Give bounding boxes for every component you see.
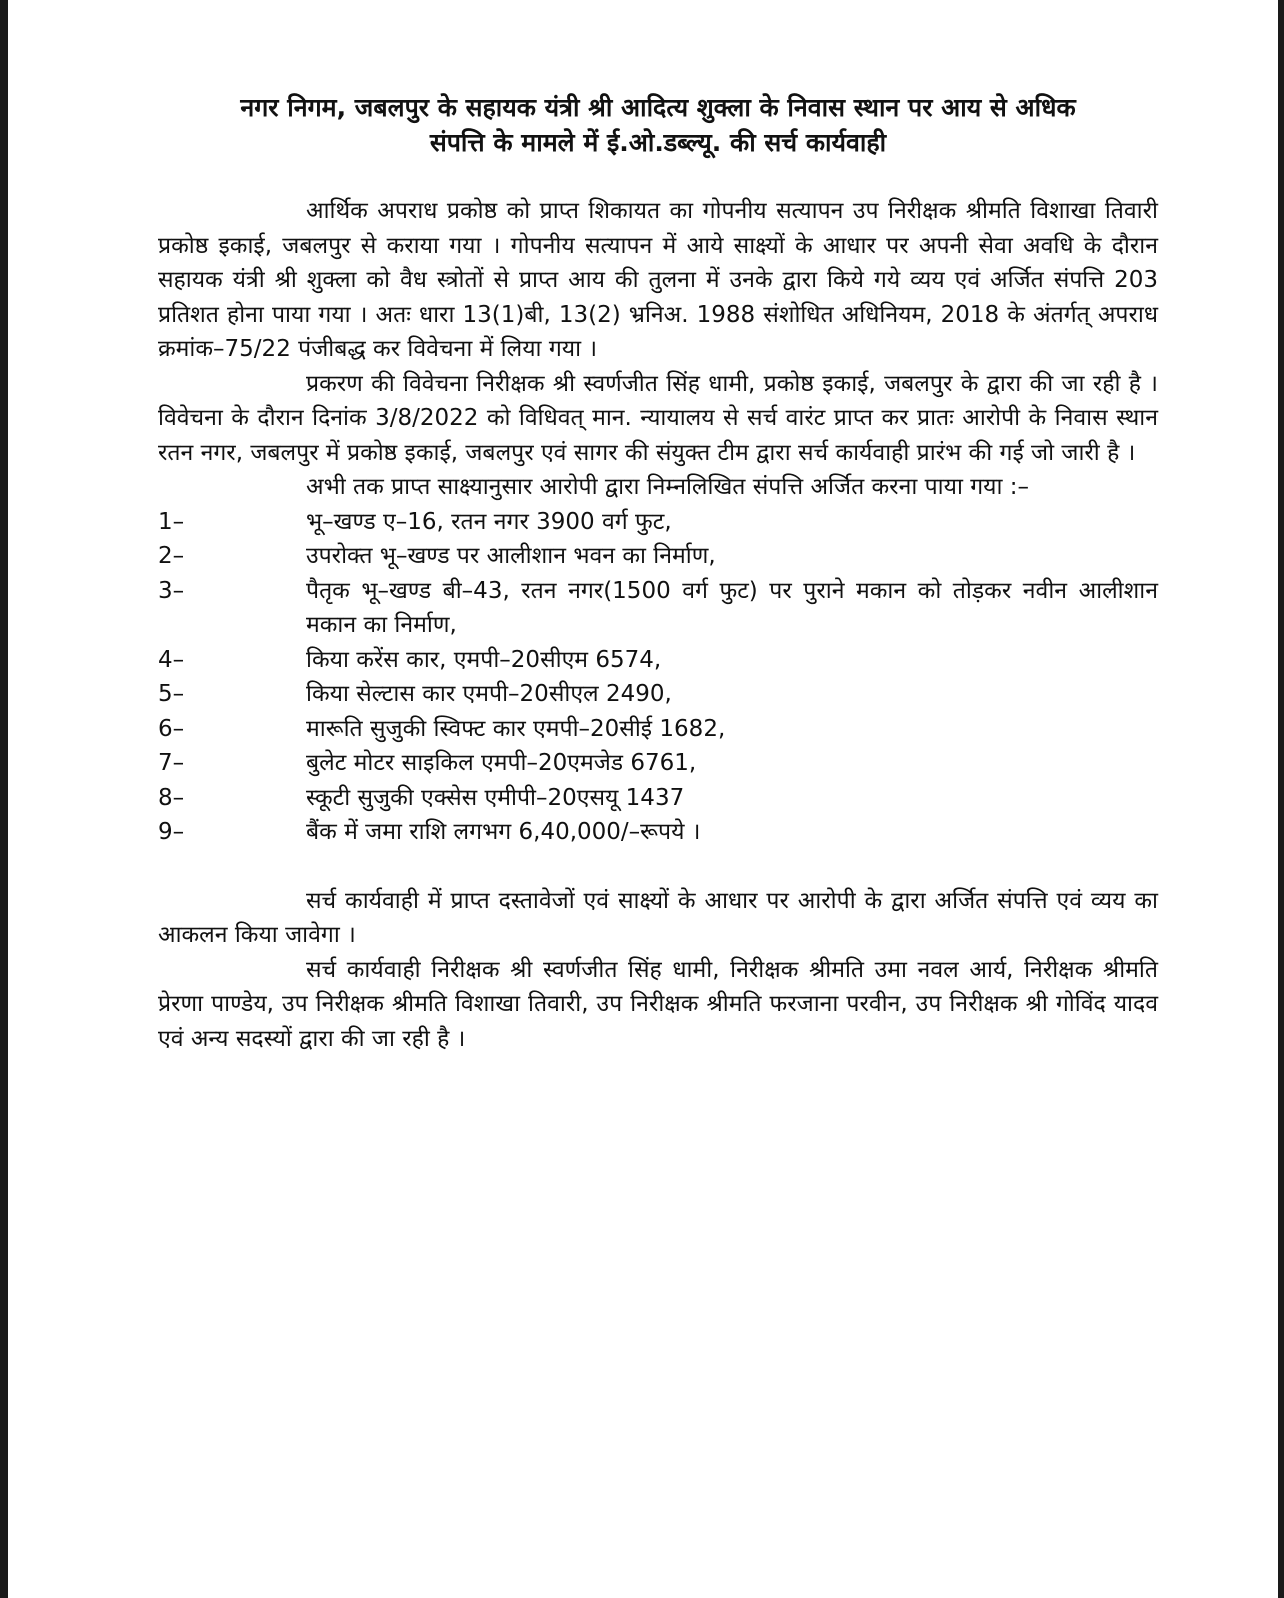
asset-number: 9– (158, 819, 185, 845)
title-line-1: नगर निगम, जबलपुर के सहायक यंत्री श्री आदित्य शुक्ला के निवास स्थान पर आय से अधिक (240, 93, 1076, 122)
asset-list-item (158, 677, 1158, 712)
asset-description: उपरोक्त भू–खण्ड पर आलीशान भवन का निर्माण, (306, 543, 716, 569)
section-spacer (158, 850, 1158, 884)
right-page-edge (1278, 0, 1284, 1598)
asset-list-item (158, 746, 1158, 781)
asset-list-item (158, 781, 1158, 816)
asset-list-item (158, 815, 1158, 850)
asset-description: मारूति सुजुकी स्विफ्ट कार एमपी–20सीई 1682, (306, 715, 726, 742)
asset-number: 3– (158, 577, 185, 604)
asset-description: बुलेट मोटर साइकिल एमपी–20एमजेड 6761, (306, 750, 697, 776)
asset-number: 5– (158, 681, 185, 707)
asset-description: किया सेल्टास कार एमपी–20सीएल 2490, (306, 681, 672, 707)
asset-list-item (158, 712, 1158, 747)
asset-description: किया करेंस कार, एमपी–20सीएम 6574, (306, 646, 662, 673)
asset-list-item (158, 643, 1158, 678)
paragraph-complaint-verification: आर्थिक अपराध प्रकोष्ठ को प्राप्त शिकायत का गोपनीय सत्यापन उप निरीक्षक श्रीमति विशाखा तिवारी प्रकोष्ठ इकाई, जबलपुर से कराया गया । गोपनीय सत्यापन में आये साक्ष्यों के आधार पर अपनी सेवा अवधि के दौरान सहायक यंत्री श्री शुक्ला को वैध स्त्रोतों से प्राप्त आय की तुलना में उनके द्वारा किये गये व्यय एवं अर्जित संपत्ति 203 प्रतिशत होना पाया गया । अतः धारा 13(1)बी, 13(2) भ्रनिअ. 1988 संशोधित अधिनियम, 2018 के अंतर्गत् अपराध क्रमांक–75/22 पंजीबद्ध कर विवेचना में लिया गया । (158, 198, 1158, 362)
paragraph-investigation: प्रकरण की विवेचना निरीक्षक श्री स्वर्णजीत सिंह धामी, प्रकोष्ठ इकाई, जबलपुर के द्वारा की जा रही है । विवेचना के दौरान दिनांक 3/8/2022 को विधिवत् मान. न्यायालय से सर्च वारंट प्राप्त कर प्रातः आरोपी के निवास स्थान रतन नगर, जबलपुर में प्रकोष्ठ इकाई, जबलपुर एवं सागर की संयुक्त टीम द्वारा सर्च कार्यवाही प्रारंभ की गई जो जारी है । (158, 370, 1158, 466)
asset-list-item (158, 539, 1158, 574)
asset-list-item (158, 505, 1158, 540)
document-title (158, 90, 1158, 160)
asset-description: स्कूटी सुजुकी एक्सेस एमीपी–20एसयू 1437 (306, 784, 685, 811)
asset-number: 6– (158, 715, 185, 742)
asset-number: 8– (158, 784, 185, 811)
paragraph-assets-intro: अभी तक प्राप्त साक्ष्यानुसार आरोपी द्वारा निम्नलिखित संपत्ति अर्जित करना पाया गया :– (306, 474, 1030, 500)
paragraph-assessment: सर्च कार्यवाही में प्राप्त दस्तावेजों एवं साक्ष्यों के आधार पर आरोपी के द्वारा अर्जित संपत्ति एवं व्यय का आकलन किया जावेगा । (158, 887, 1158, 948)
asset-list (158, 505, 1158, 850)
title-line-2: संपत्ति के मामले में ई.ओ.डब्ल्यू. की सर्च कार्यवाही (429, 128, 887, 157)
asset-number: 2– (158, 543, 185, 569)
asset-description: पैतृक भू–खण्ड बी–43, रतन नगर(1500 वर्ग फुट) पर पुराने मकान को तोड़कर नवीन आलीशान मकान का निर्माण, (306, 577, 1158, 638)
document-page (158, 90, 1158, 1056)
asset-number: 7– (158, 750, 185, 776)
left-page-edge (0, 0, 8, 1598)
asset-number: 4– (158, 646, 185, 673)
paragraph-search-team: सर्च कार्यवाही निरीक्षक श्री स्वर्णजीत सिंह धामी, निरीक्षक श्रीमति उमा नवल आर्य, निरीक्षक श्रीमति प्रेरणा पाण्डेय, उप निरीक्षक श्रीमति विशाखा तिवारी, उप निरीक्षक श्रीमति फरजाना परवीन, उप निरीक्षक श्री गोविंद यादव एवं अन्य सदस्यों द्वारा की जा रही है । (158, 956, 1158, 1052)
asset-description: भू–खण्ड ए–16, रतन नगर 3900 वर्ग फुट, (306, 508, 672, 535)
asset-number: 1– (158, 508, 185, 535)
asset-list-item (158, 574, 1158, 643)
asset-description: बैंक में जमा राशि लगभग 6,40,000/–रूपये । (306, 819, 701, 845)
